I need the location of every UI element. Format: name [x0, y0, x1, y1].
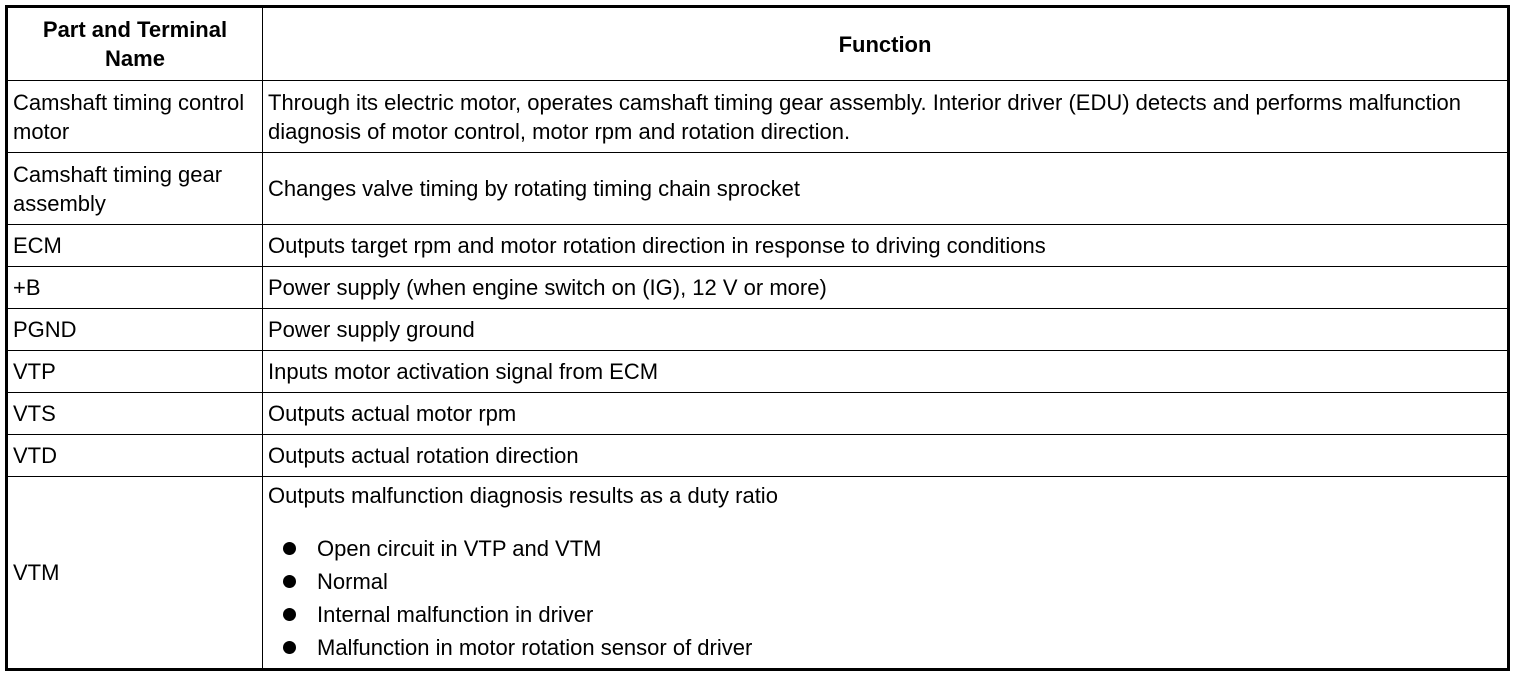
part-name-cell: VTP: [7, 351, 263, 393]
list-item: [268, 598, 1501, 631]
list-item: [268, 631, 1501, 664]
list-item-text: Open circuit in VTP and VTM: [317, 536, 602, 561]
part-name-cell: VTS: [7, 393, 263, 435]
table-row: [7, 267, 1509, 309]
bullet-icon: [283, 641, 296, 654]
table-row: [7, 477, 1509, 670]
function-cell: Power supply ground: [263, 309, 1509, 351]
table-row: [7, 393, 1509, 435]
list-item-text: Normal: [317, 569, 388, 594]
part-name-cell: ECM: [7, 225, 263, 267]
list-item: [268, 565, 1501, 598]
table-row: [7, 351, 1509, 393]
part-name-cell: Camshaft timing gear assembly: [7, 153, 263, 225]
function-cell: [263, 477, 1509, 670]
header-function: Function: [263, 7, 1509, 81]
function-cell: Outputs target rpm and motor rotation direction in response to driving conditions: [263, 225, 1509, 267]
header-part-terminal-name: Part and Terminal Name: [7, 7, 263, 81]
function-cell: Outputs actual rotation direction: [263, 435, 1509, 477]
list-item: [268, 532, 1501, 565]
vtm-duty-ratio-list: [268, 532, 1501, 664]
part-name-cell: +B: [7, 267, 263, 309]
function-cell: Changes valve timing by rotating timing chain sprocket: [263, 153, 1509, 225]
table-row: [7, 153, 1509, 225]
table-row: [7, 225, 1509, 267]
list-item-text: Internal malfunction in driver: [317, 602, 594, 627]
part-name-cell: Camshaft timing control motor: [7, 81, 263, 153]
part-name-cell: VTM: [7, 477, 263, 670]
function-cell: Inputs motor activation signal from ECM: [263, 351, 1509, 393]
part-name-cell: PGND: [7, 309, 263, 351]
table-row: [7, 435, 1509, 477]
table-header-row: [7, 7, 1509, 81]
function-cell: Power supply (when engine switch on (IG), 12 V or more): [263, 267, 1509, 309]
table-row: [7, 81, 1509, 153]
bullet-icon: [283, 575, 296, 588]
function-cell: Outputs actual motor rpm: [263, 393, 1509, 435]
terminal-function-table: [5, 5, 1510, 671]
list-item-text: Malfunction in motor rotation sensor of driver: [317, 635, 753, 660]
function-cell: Through its electric motor, operates camshaft timing gear assembly. Interior driver (EDU) detects and performs malfunction diagnosis of motor control, motor rpm and rotation direction.: [263, 81, 1509, 153]
bullet-icon: [283, 542, 296, 555]
vtm-function-text: Outputs malfunction diagnosis results as a duty ratio: [268, 483, 778, 508]
part-name-cell: VTD: [7, 435, 263, 477]
vtm-function-content: [268, 479, 1501, 666]
bullet-icon: [283, 608, 296, 621]
table-row: [7, 309, 1509, 351]
